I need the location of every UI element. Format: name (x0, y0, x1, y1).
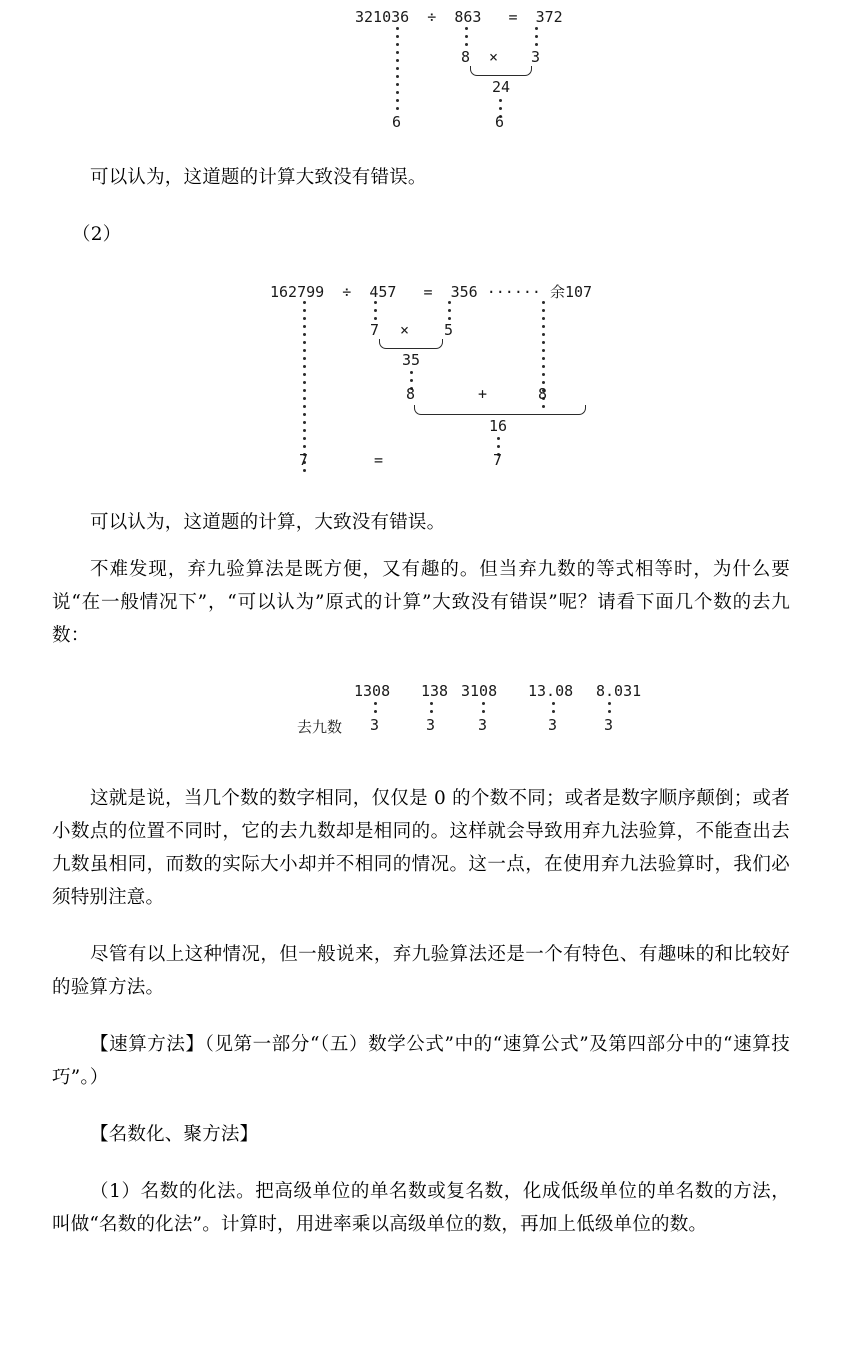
dot-guide (396, 27, 399, 115)
figure2-top-line: 162799 ÷ 457 = 356 ······ 余107 (270, 283, 593, 301)
figure3-number: 13.08 (528, 682, 574, 700)
figure2-sum-digit-sum: 7 (493, 451, 503, 469)
figure2-product-digit-sum: 8 (406, 385, 416, 403)
paragraph-conclusion-2: 可以认为，这道题的计算，大致没有错误。 (90, 512, 446, 533)
figure3-row-label: 去九数 (297, 718, 343, 736)
figure1-dividend-digit-sum: 6 (392, 113, 402, 131)
paragraph-fast-calc-method: 【速算方法】（见第一部分“（五）数学公式”中的“速算公式”及第四部分中的“速算技巧”。） (52, 1034, 790, 1088)
figure-division-check-1 (52, 0, 842, 145)
figure1-top-line: 321036 ÷ 863 = 372 (355, 8, 563, 26)
paragraph-discussion: 不难发现，弃九验算法是既方便，又有趣的。但当弃九数的等式相等时，为什么要说“在一般情况下”，“可以认为”原式的计算”大致没有错误”呢？请看下面几个数的去九数： (52, 559, 790, 646)
figure2-product: 35 (402, 351, 421, 369)
paragraph-summary: 尽管有以上这种情况，但一般说来，弃九验算法还是一个有特色、有趣味的和比较好的验算方法。 (52, 944, 790, 998)
figure3-digit-sum: 3 (426, 716, 436, 734)
figure2-sum: 16 (489, 417, 508, 435)
plus-icon: + (478, 385, 488, 403)
brace-icon (414, 405, 586, 415)
paragraph-unit-conversion-rule: （1）名数的化法。把高级单位的单名数或复名数，化成低级单位的单名数的方法，叫做“名数的化法”。计算时，用进率乘以高级单位的数，再加上低级单位的数。 (52, 1181, 790, 1235)
figure3-number: 1308 (354, 682, 391, 700)
figure3-number: 138 (421, 682, 449, 700)
figure3-number: 3108 (461, 682, 498, 700)
list-label-2: （2） (72, 224, 122, 245)
equals-icon: = (374, 451, 384, 469)
multiply-icon: × (489, 48, 499, 66)
figure2-remainder-digit-sum: 8 (538, 385, 548, 403)
brace-icon (470, 66, 532, 76)
figure3-number: 8.031 (596, 682, 642, 700)
figure3-digit-sum: 3 (604, 716, 614, 734)
figure1-divisor-digit-sum: 8 (461, 48, 471, 66)
heading-unit-conversion: 【名数化、聚方法】 (90, 1124, 259, 1145)
multiply-icon: × (400, 321, 410, 339)
figure3-digit-sum: 3 (370, 716, 380, 734)
figure1-product-digit-sum: 6 (495, 113, 505, 131)
figure-division-check-2 (52, 275, 842, 490)
figure-digit-sum-table (52, 676, 842, 756)
paragraph-conclusion-1: 可以认为，这道题的计算大致没有错误。 (90, 167, 427, 188)
figure2-dividend-digit-sum: 7 (299, 451, 309, 469)
figure1-product: 24 (492, 78, 511, 96)
figure3-digit-sum: 3 (548, 716, 558, 734)
figure1-quotient-digit-sum: 3 (531, 48, 541, 66)
brace-icon (379, 339, 443, 349)
figure3-digit-sum: 3 (478, 716, 488, 734)
figure2-divisor-digit-sum: 7 (370, 321, 380, 339)
figure2-quotient-digit-sum: 5 (444, 321, 454, 339)
paragraph-explanation: 这就是说，当几个数的数字相同，仅仅是 0 的个数不同；或者是数字顺序颠倒；或者小数点的位置不同时，它的去九数却是相同的。这样就会导致用弃九法验算，不能查出去九数虽相同，而数的实际大小却并不相同的情况。这一点，在使用弃九法验算时，我们必须特别注意。 (52, 788, 790, 908)
